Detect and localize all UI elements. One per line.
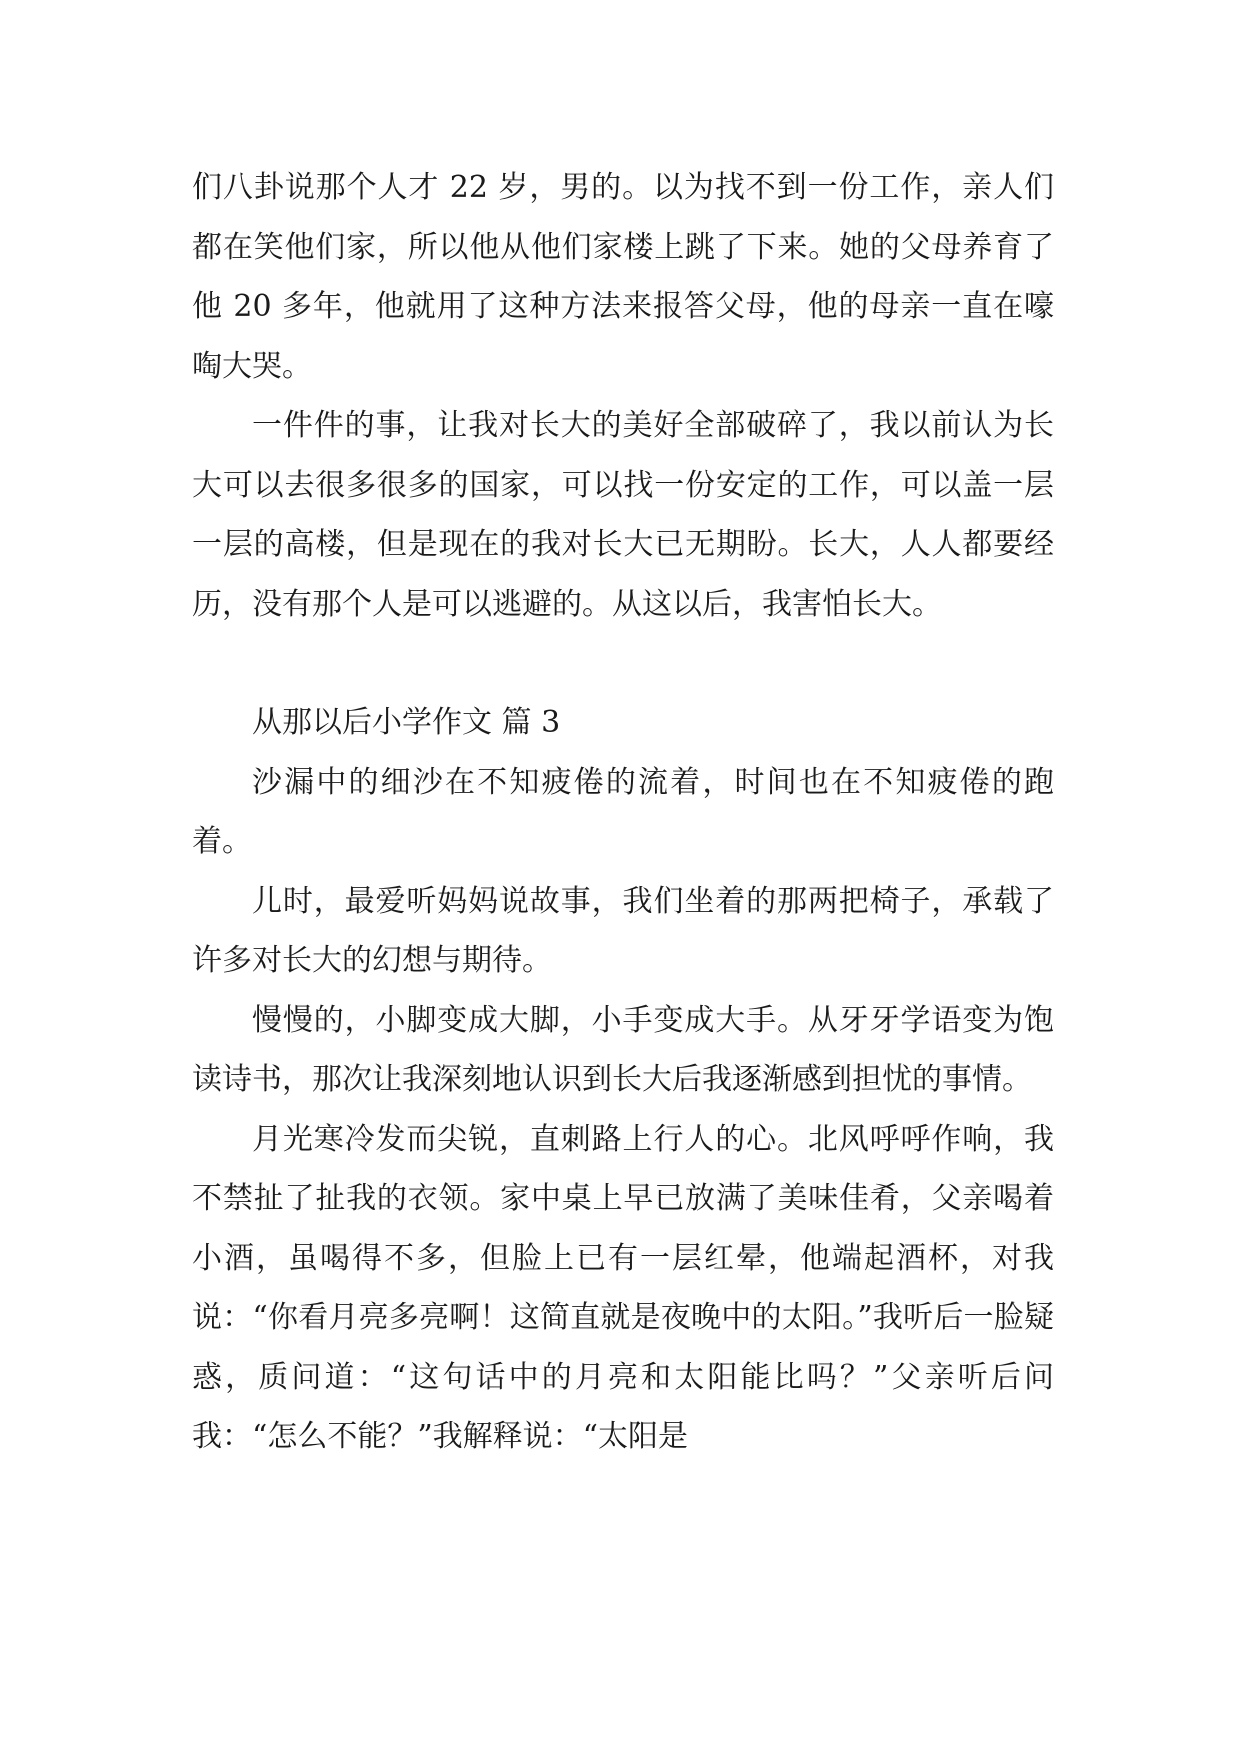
document-body (192, 158, 1054, 1467)
paragraph: 一件件的事，让我对长大的美好全部破碎了，我以前认为长大可以去很多很多的国家，可以找一份安定的工作，可以盖一层一层的高楼，但是现在的我对长大已无期盼。长大，人人都要经历，没有那个人是可以逃避的。从这以后，我害怕长大。 (192, 408, 1054, 622)
paragraph: 儿时，最爱听妈妈说故事，我们坐着的那两把椅子，承载了许多对长大的幻想与期待。 (192, 883, 1054, 978)
paragraph: 慢慢的，小脚变成大脚，小手变成大手。从牙牙学语变为饱读诗书，那次让我深刻地认识到长大后我逐渐感到担忧的事情。 (192, 1002, 1054, 1097)
section-title: 从那以后小学作文 篇 3 (252, 705, 561, 740)
paragraph-continuation: 们八卦说那个人才 22 岁，男的。以为找不到一份工作，亲人们都在笑他们家，所以他从他们家楼上跳了下来。她的父母养育了他 20 多年，他就用了这种方法来报答父母，他的母亲一直在嚎啕大哭。 (192, 170, 1054, 384)
paragraph: 沙漏中的细沙在不知疲倦的流着，时间也在不知疲倦的跑着。 (192, 764, 1054, 859)
paragraph: 月光寒冷发而尖锐，直刺路上行人的心。北风呼呼作响，我不禁扯了扯我的衣领。家中桌上早已放满了美味佳肴，父亲喝着小酒，虽喝得不多，但脸上已有一层红晕，他端起酒杯，对我说：“你看月亮多亮啊！这简直就是夜晚中的太阳。”我听后一脸疑惑，质问道：“这句话中的月亮和太阳能比吗？”父亲听后问我：“怎么不能？”我解释说：“太阳是 (192, 1121, 1054, 1454)
